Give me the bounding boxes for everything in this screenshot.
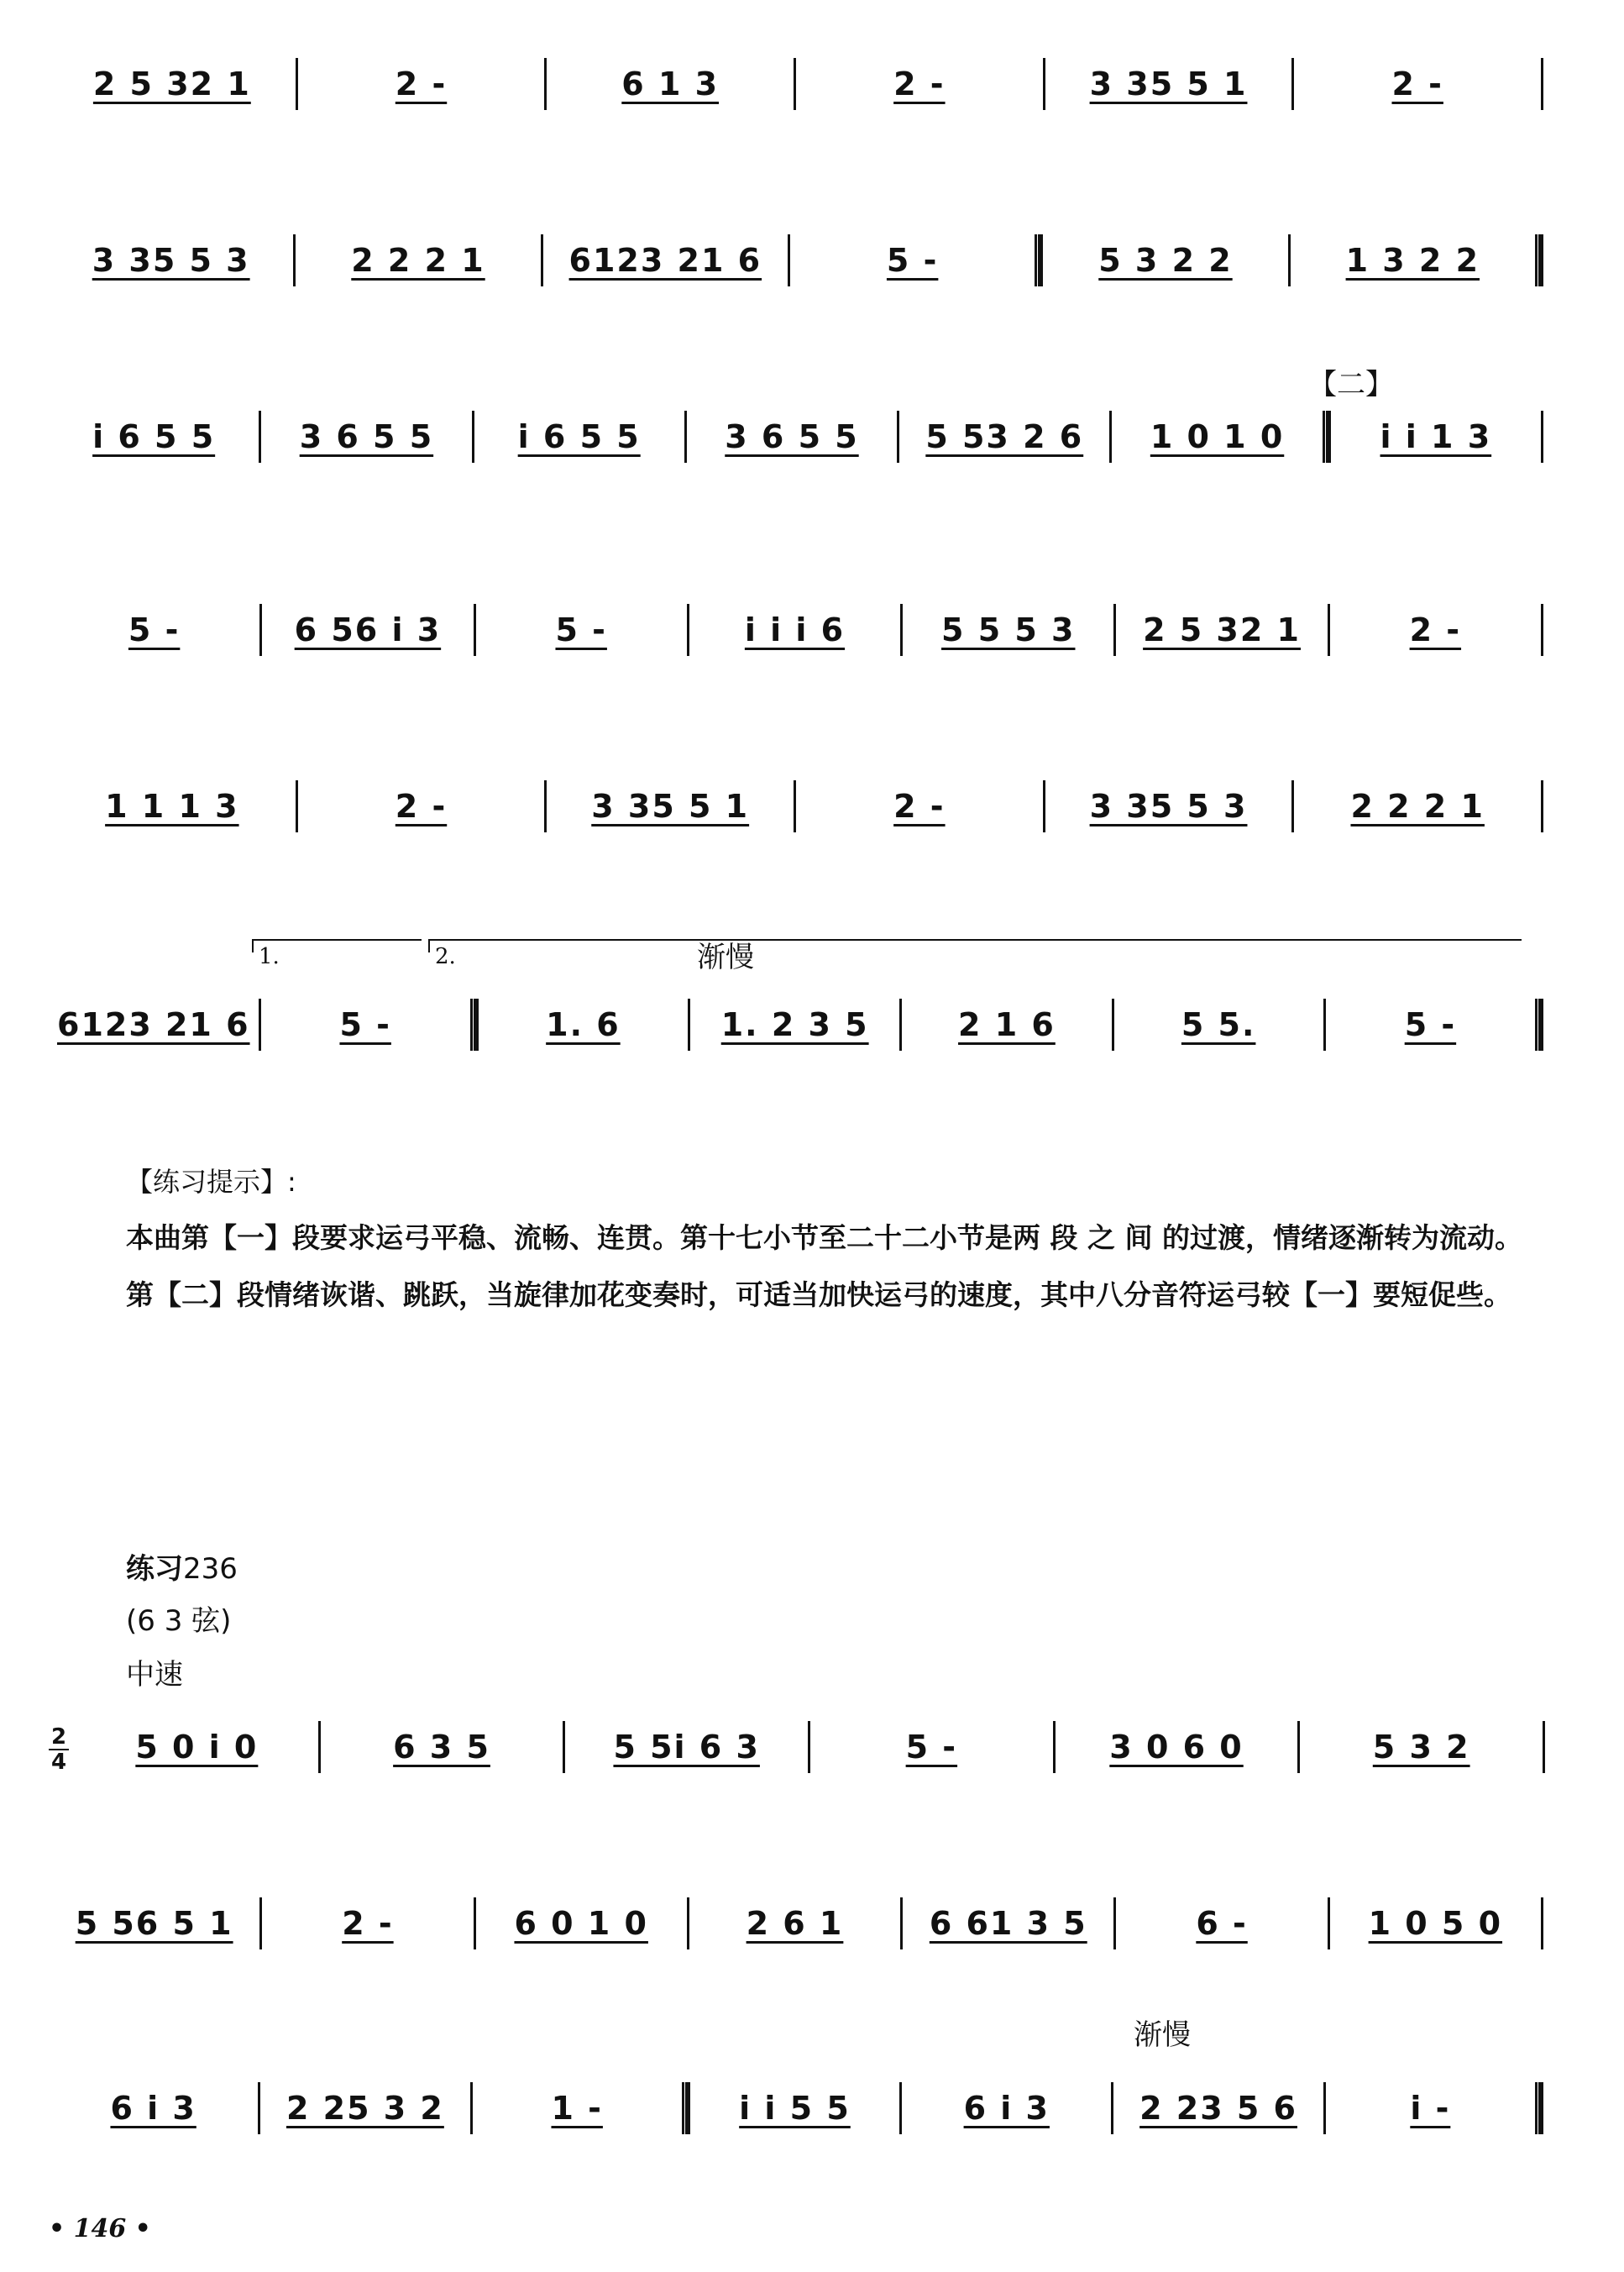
measure-notes: 2 - bbox=[395, 788, 448, 825]
measure bbox=[1056, 1722, 1298, 1772]
measure-notes: 2 - bbox=[893, 66, 946, 102]
staff-row bbox=[49, 2083, 1543, 2133]
measure bbox=[689, 605, 900, 655]
measure-notes: i i 1 3 bbox=[1380, 418, 1492, 455]
measure bbox=[262, 605, 473, 655]
measure-notes: 6 0 1 0 bbox=[514, 1905, 648, 1942]
measure bbox=[1114, 1000, 1323, 1050]
exercise-title-prefix: 练习 bbox=[126, 1552, 183, 1586]
measure-notes: 5 53 2 6 bbox=[925, 418, 1084, 455]
staff-row bbox=[49, 781, 1543, 832]
measure bbox=[543, 235, 788, 286]
measure-notes: 5 3 2 2 bbox=[1098, 242, 1233, 279]
staff-row bbox=[49, 605, 1543, 655]
measure-notes: 1. 6 bbox=[546, 1006, 621, 1043]
measure bbox=[1116, 1898, 1327, 1949]
exercise-tempo-change: 渐慢 bbox=[1134, 2018, 1191, 2052]
measure-notes: 5 - bbox=[905, 1729, 958, 1766]
measure bbox=[321, 1722, 563, 1772]
measure-notes: 1 3 2 2 bbox=[1345, 242, 1480, 279]
measure bbox=[1330, 605, 1541, 655]
staff-row bbox=[49, 59, 1543, 109]
hint-body: 本曲第【一】段要求运弓平稳、流畅、连贯。第十七小节至二十二小节是两 段 之 间 的过渡，情绪逐渐转为流动。第【二】段情绪诙谐、跳跃，当旋律加花变奏时，可适当加快运弓的速度，其中八分音符运弓较【一】要短促些。 bbox=[126, 1221, 1522, 1311]
measure bbox=[1112, 412, 1322, 462]
exercise-strings: (6 3 弦) bbox=[126, 1604, 232, 1638]
measure bbox=[298, 781, 545, 832]
staff-row bbox=[49, 1898, 1543, 1949]
measure bbox=[474, 412, 684, 462]
measure-notes: i i i 6 bbox=[744, 611, 846, 648]
measure bbox=[49, 59, 296, 109]
measure bbox=[49, 781, 296, 832]
measure-notes: 2 1 6 bbox=[958, 1006, 1056, 1043]
measure bbox=[49, 1898, 259, 1949]
measure bbox=[261, 412, 471, 462]
volta-label: 2. bbox=[435, 944, 456, 969]
measure-notes: 5 - bbox=[339, 1006, 391, 1043]
measure bbox=[547, 781, 794, 832]
measure-notes: 5 - bbox=[555, 611, 607, 648]
measure-notes: 2 5 32 1 bbox=[1143, 611, 1301, 648]
measure-notes: 5 5i 6 3 bbox=[613, 1729, 760, 1766]
measure bbox=[298, 59, 545, 109]
measure bbox=[49, 2083, 258, 2133]
measure bbox=[796, 59, 1043, 109]
score-line-3 bbox=[49, 368, 1543, 487]
time-signature-bottom: 4 bbox=[50, 1750, 67, 1775]
measure-notes: 1 - bbox=[551, 2090, 603, 2127]
measure-notes: 5 - bbox=[886, 242, 939, 279]
measure-notes: 1 0 1 0 bbox=[1150, 418, 1285, 455]
measure-notes: 5 0 i 0 bbox=[135, 1729, 259, 1766]
measure bbox=[473, 2083, 682, 2133]
barline bbox=[1543, 1721, 1545, 1773]
measure-notes: 2 6 1 bbox=[746, 1905, 844, 1942]
barline bbox=[1541, 780, 1543, 832]
measure-notes: 2 - bbox=[893, 788, 946, 825]
page-number: • 146 • bbox=[49, 2214, 151, 2243]
score-line-5 bbox=[49, 748, 1543, 857]
measure bbox=[476, 1898, 687, 1949]
measure bbox=[903, 1898, 1113, 1949]
barline bbox=[1541, 58, 1543, 110]
measure bbox=[1045, 781, 1292, 832]
measure bbox=[687, 412, 897, 462]
measure bbox=[479, 1000, 688, 1050]
measure bbox=[1300, 1722, 1543, 1772]
measure-notes: 5 56 5 1 bbox=[75, 1905, 233, 1942]
score-line-4 bbox=[49, 571, 1543, 680]
measure-notes: 5 - bbox=[1404, 1006, 1457, 1043]
measure-notes: 5 3 2 bbox=[1372, 1729, 1470, 1766]
time-signature-top: 2 bbox=[50, 1724, 67, 1750]
measure bbox=[1291, 235, 1535, 286]
measure bbox=[1331, 412, 1541, 462]
measure-notes: 1. 2 3 5 bbox=[720, 1006, 869, 1043]
measure bbox=[49, 1000, 259, 1050]
measure bbox=[902, 1000, 1111, 1050]
repeat-barline bbox=[682, 2082, 690, 2134]
measure bbox=[1043, 235, 1287, 286]
barline bbox=[1541, 604, 1543, 656]
measure-notes: 6 61 3 5 bbox=[929, 1905, 1087, 1942]
measure bbox=[810, 1722, 1053, 1772]
repeat-barline bbox=[470, 999, 479, 1051]
measure-notes: 6 3 5 bbox=[393, 1729, 490, 1766]
measure-notes: 3 35 5 1 bbox=[1089, 66, 1248, 102]
measure bbox=[1330, 1898, 1541, 1949]
measure-notes: 3 6 5 5 bbox=[299, 418, 434, 455]
measure-notes: i 6 5 5 bbox=[92, 418, 216, 455]
exercise-number: 236 bbox=[183, 1552, 238, 1586]
measure bbox=[690, 2083, 899, 2133]
measure-notes: 2 - bbox=[342, 1905, 394, 1942]
measure-notes: 3 35 5 1 bbox=[591, 788, 750, 825]
measure-notes: i 6 5 5 bbox=[517, 418, 641, 455]
measure bbox=[76, 1722, 318, 1772]
repeat-barline bbox=[1535, 234, 1543, 286]
staff-row bbox=[49, 412, 1543, 462]
measure-notes: i - bbox=[1410, 2090, 1451, 2127]
measure bbox=[790, 235, 1035, 286]
measure bbox=[689, 1898, 900, 1949]
volta-bracket-1 bbox=[252, 939, 422, 969]
score-line-6 bbox=[49, 966, 1543, 1075]
measure-notes: 3 35 5 3 bbox=[1089, 788, 1248, 825]
measure bbox=[903, 605, 1113, 655]
measure bbox=[902, 2083, 1111, 2133]
measure bbox=[1045, 59, 1292, 109]
measure-notes: 6 56 i 3 bbox=[294, 611, 442, 648]
measure bbox=[796, 781, 1043, 832]
exercise-line-1 bbox=[76, 1688, 1545, 1797]
measure bbox=[1116, 605, 1327, 655]
final-barline bbox=[1535, 2082, 1543, 2134]
measure bbox=[1326, 2083, 1535, 2133]
measure bbox=[565, 1722, 808, 1772]
measure-notes: i i 5 5 bbox=[739, 2090, 851, 2127]
exercise-title bbox=[126, 1545, 1545, 1587]
measure-notes: 3 35 5 3 bbox=[92, 242, 250, 279]
measure-notes: 2 - bbox=[1409, 611, 1462, 648]
measure bbox=[261, 1000, 470, 1050]
measure-notes: 6123 21 6 bbox=[57, 1006, 250, 1043]
section-mark: 【二】 bbox=[1308, 368, 1394, 401]
barline bbox=[1541, 411, 1543, 463]
score-line-1 bbox=[49, 25, 1543, 134]
measure bbox=[49, 605, 259, 655]
exercise-line-2 bbox=[49, 1865, 1543, 1974]
measure-notes: 5 5. bbox=[1181, 1006, 1256, 1043]
repeat-barline bbox=[1323, 411, 1331, 463]
hint-title: 【练习提示】: bbox=[126, 1166, 296, 1198]
score-line-2 bbox=[49, 202, 1543, 311]
final-barline bbox=[1535, 999, 1543, 1051]
measure-notes: 2 2 2 1 bbox=[1350, 788, 1485, 825]
exercise-line-3 bbox=[49, 2049, 1543, 2159]
measure bbox=[260, 2083, 469, 2133]
staff-row bbox=[76, 1722, 1545, 1772]
measure-notes: 2 25 3 2 bbox=[286, 2090, 444, 2127]
measure-notes: 2 23 5 6 bbox=[1139, 2090, 1297, 2127]
measure bbox=[1294, 781, 1541, 832]
repeat-barline bbox=[1035, 234, 1043, 286]
measure bbox=[262, 1898, 473, 1949]
measure-notes: 3 0 6 0 bbox=[1109, 1729, 1244, 1766]
measure-notes: 2 5 32 1 bbox=[92, 66, 251, 102]
measure bbox=[690, 1000, 899, 1050]
measure bbox=[49, 235, 293, 286]
measure-notes: 2 - bbox=[1391, 66, 1443, 102]
measure-notes: 5 5 5 3 bbox=[941, 611, 1076, 648]
measure-notes: 3 6 5 5 bbox=[725, 418, 859, 455]
volta-label: 1. bbox=[259, 944, 280, 969]
measure bbox=[49, 412, 259, 462]
measure-notes: 6123 21 6 bbox=[568, 242, 762, 279]
measure-notes: 2 2 2 1 bbox=[351, 242, 485, 279]
measure bbox=[899, 412, 1109, 462]
measure bbox=[1326, 1000, 1535, 1050]
measure-notes: 6 1 3 bbox=[621, 66, 720, 102]
measure bbox=[1113, 2083, 1323, 2133]
exercise-tempo: 中速 bbox=[126, 1658, 183, 1692]
measure-notes: 6 i 3 bbox=[110, 2090, 196, 2127]
measure bbox=[547, 59, 794, 109]
barline bbox=[1541, 1897, 1543, 1949]
time-signature bbox=[49, 1726, 69, 1773]
measure-notes: 1 0 5 0 bbox=[1368, 1905, 1503, 1942]
measure-notes: 1 1 1 3 bbox=[105, 788, 239, 825]
measure-notes: 6 - bbox=[1196, 1905, 1248, 1942]
measure bbox=[1294, 59, 1541, 109]
tempo-change: 渐慢 bbox=[697, 941, 754, 974]
measure-notes: 5 - bbox=[128, 611, 181, 648]
measure-notes: 2 - bbox=[395, 66, 448, 102]
measure bbox=[476, 605, 687, 655]
staff-row bbox=[49, 1000, 1543, 1050]
measure-notes: 6 i 3 bbox=[963, 2090, 1050, 2127]
staff-row bbox=[49, 235, 1543, 286]
measure bbox=[296, 235, 540, 286]
